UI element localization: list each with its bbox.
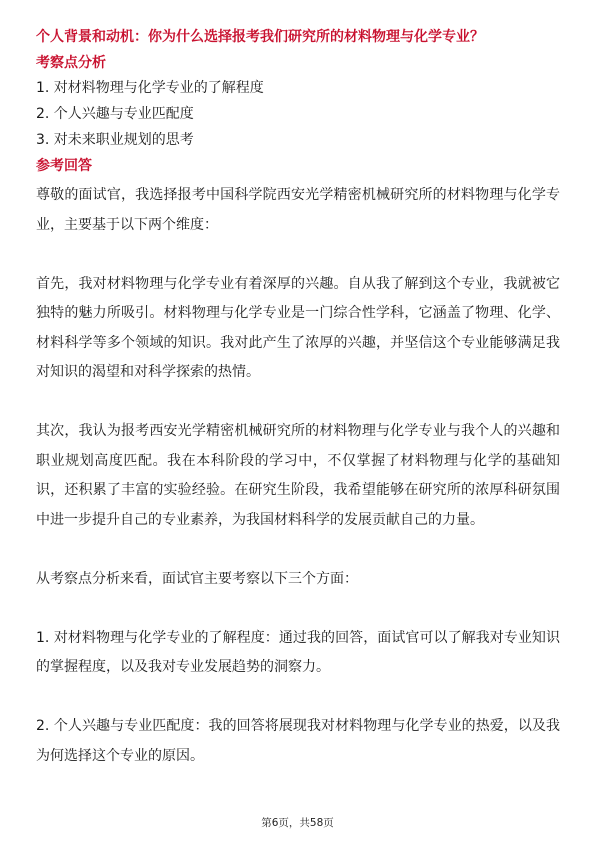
analysis-point: 2. 个人兴趣与专业匹配度 — [36, 106, 194, 122]
answer-body — [36, 181, 560, 771]
answer-paragraph: 1. 对材料物理与化学专业的了解程度：通过我的回答，面试官可以了解我对专业知识的掌握程度，以及我对专业发展趋势的洞察力。 — [36, 629, 560, 675]
answer-paragraph: 从考察点分析来看，面试官主要考察以下三个方面： — [36, 570, 358, 587]
answer-paragraph: 其次，我认为报考西安光学精密机械研究所的材料物理与化学专业与我个人的兴趣和职业规划高度匹配。我在本科阶段的学习中，不仅掌握了材料物理与化学的基础知识，还积累了丰富的实验经验。在研究生阶段，我希望能够在研究所的浓厚科研氛围中进一步提升自己的专业素养，为我国材料科学的发展贡献自己的力量。 — [36, 423, 560, 528]
answer-paragraph: 首先，我对材料物理与化学专业有着深厚的兴趣。自从我了解到这个专业，我就被它独特的魅力所吸引。材料物理与化学专业是一门综合性学科，它涵盖了物理、化学、材料科学等多个领域的知识。我对此产生了浓厚的兴趣，并坚信这个专业能够满足我对知识的渴望和对科学探索的热情。 — [36, 275, 560, 380]
analysis-point: 1. 对材料物理与化学专业的了解程度 — [36, 80, 264, 96]
analysis-point: 3. 对未来职业规划的思考 — [36, 132, 194, 148]
answer-paragraph: 2. 个人兴趣与专业匹配度：我的回答将展现我对材料物理与化学专业的热爱，以及我为何选择这个专业的原因。 — [36, 718, 560, 764]
answer-paragraph: 尊敬的面试官，我选择报考中国科学院西安光学精密机械研究所的材料物理与化学专业，主要基于以下两个维度： — [36, 187, 560, 233]
page-content — [36, 27, 560, 801]
analysis-points — [36, 78, 560, 150]
analysis-heading: 考察点分析 — [36, 55, 106, 71]
question-title: 个人背景和动机：你为什么选择报考我们研究所的材料物理与化学专业？ — [36, 29, 484, 45]
answer-heading: 参考回答 — [36, 158, 92, 174]
page-number: 第6页，共58页 — [261, 817, 334, 829]
